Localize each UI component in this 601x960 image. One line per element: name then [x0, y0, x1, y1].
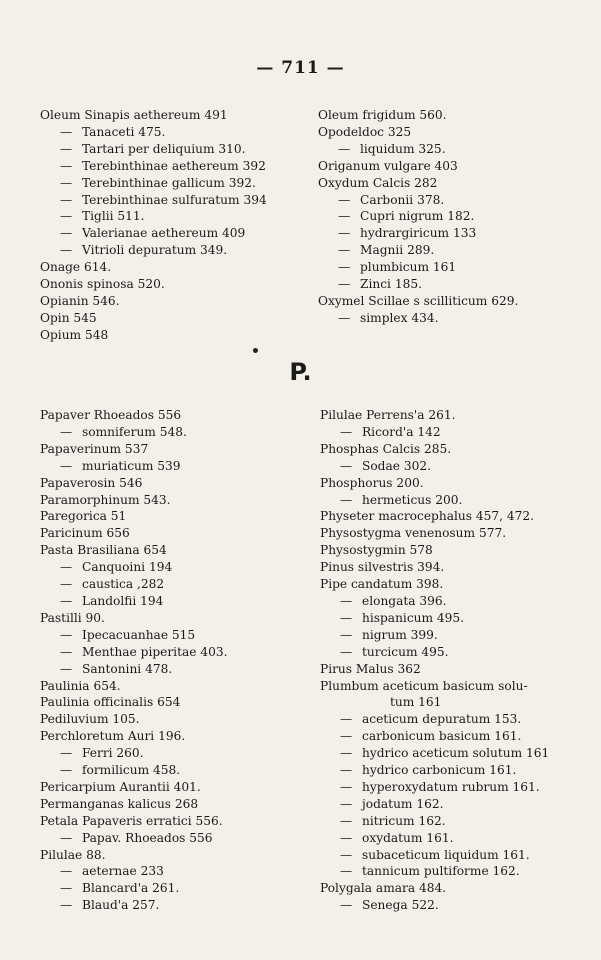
index-entry: [318, 208, 588, 225]
ditto-dash: —: [60, 458, 73, 473]
index-entry: [320, 610, 590, 627]
index-entry-text: Terebinthinae gallicum 392.: [82, 175, 256, 190]
index-column-p-right: [320, 407, 590, 914]
index-entry: [40, 327, 300, 344]
index-entry-text: Zinci 185.: [360, 277, 422, 292]
index-entry: [40, 259, 300, 276]
index-entry-text: Opium 548: [40, 327, 109, 342]
page-number: — 711 —: [256, 58, 345, 78]
index-entry: [320, 830, 590, 847]
ditto-dash: —: [60, 243, 73, 258]
index-entry: [320, 593, 590, 610]
index-entry: [40, 441, 305, 458]
index-entry-text: muriaticum 539: [82, 458, 181, 473]
index-entry: [40, 559, 305, 576]
index-entry-text: nitricum 162.: [362, 813, 446, 828]
index-entry-text: hydrargiricum 133: [360, 226, 477, 241]
index-entry: [320, 728, 590, 745]
index-column-o-right: [318, 107, 588, 327]
index-entry: [318, 242, 588, 259]
index-entry: [40, 593, 305, 610]
index-entry-text: Magnii 289.: [360, 243, 435, 258]
index-entry: [40, 847, 305, 864]
index-entry-text: Papaverosin 546: [40, 475, 143, 490]
index-entry: [320, 559, 590, 576]
index-entry: [320, 762, 590, 779]
index-entry-text: hispanicum 495.: [362, 610, 465, 625]
index-entry: [40, 711, 305, 728]
index-entry: [320, 863, 590, 880]
index-entry: [320, 678, 590, 695]
ditto-dash: —: [60, 226, 73, 241]
index-entry: [40, 175, 300, 192]
index-entry-text: Terebinthinae sulfuratum 394: [82, 192, 267, 207]
index-entry: [320, 475, 590, 492]
ditto-dash: —: [340, 644, 353, 659]
ditto-dash: —: [338, 192, 351, 207]
index-entry-text: Pericarpium Aurantii 401.: [40, 779, 201, 794]
ditto-dash: —: [340, 712, 353, 727]
index-entry-text: Sodae 302.: [362, 458, 431, 473]
index-entry-text: Oxymel Scillae s scilliticum 629.: [318, 293, 519, 308]
index-entry-text: Terebinthinae aethereum 392: [82, 158, 266, 173]
index-entry: [40, 158, 300, 175]
ditto-dash: —: [340, 779, 353, 794]
ditto-dash: —: [60, 158, 73, 173]
index-entry-text: Pipe candatum 398.: [320, 577, 444, 592]
index-entry: [320, 458, 590, 475]
index-entry-text: Petala Papaveris erratici 556.: [40, 813, 223, 828]
ditto-dash: —: [340, 610, 353, 625]
index-entry: [40, 492, 305, 509]
ditto-dash: —: [338, 277, 351, 292]
index-entry: [40, 424, 305, 441]
index-entry-text: simplex 434.: [360, 310, 439, 325]
index-entry: [318, 225, 588, 242]
index-entry-text: tum 161: [390, 695, 442, 710]
index-entry: [40, 542, 305, 559]
index-column-p-left: [40, 407, 305, 914]
index-entry: [40, 897, 305, 914]
index-entry-text: Pastilli 90.: [40, 610, 105, 625]
ditto-dash: —: [340, 763, 353, 778]
ditto-dash: —: [340, 830, 353, 845]
index-entry-text: Papaverinum 537: [40, 441, 149, 456]
ditto-dash: —: [340, 864, 353, 879]
index-entry: [40, 508, 305, 525]
index-entry-text: liquidum 325.: [360, 141, 446, 156]
index-entry: [320, 847, 590, 864]
ditto-dash: —: [338, 209, 351, 224]
index-entry: [40, 310, 300, 327]
index-entry: [40, 661, 305, 678]
ditto-dash: —: [338, 260, 351, 275]
index-entry: [318, 310, 588, 327]
index-entry-text: hermeticus 200.: [362, 492, 463, 507]
index-entry: [320, 661, 590, 678]
index-entry-text: subaceticum liquidum 161.: [362, 847, 530, 862]
index-entry-text: Phosphas Calcis 285.: [320, 441, 452, 456]
index-entry: [318, 158, 588, 175]
index-entry-text: Opin 545: [40, 310, 97, 325]
ditto-dash: —: [338, 243, 351, 258]
index-entry: [40, 475, 305, 492]
index-entry: [320, 694, 590, 711]
index-entry-text: Ononis spinosa 520.: [40, 277, 165, 292]
ditto-dash: —: [60, 898, 73, 913]
ditto-dash: —: [60, 560, 73, 575]
index-entry-text: Opodeldoc 325: [318, 124, 412, 139]
index-entry: [40, 458, 305, 475]
index-entry-text: elongata 396.: [362, 593, 447, 608]
index-entry-text: Oleum Sinapis aethereum 491: [40, 108, 228, 122]
index-entry-text: plumbicum 161: [360, 260, 457, 275]
index-entry-text: Valerianae aethereum 409: [82, 226, 246, 241]
index-entry-text: Landolfii 194: [82, 593, 164, 608]
index-entry: [40, 762, 305, 779]
index-entry: [40, 863, 305, 880]
index-entry-text: Blaud'a 257.: [82, 898, 160, 913]
ditto-dash: —: [340, 593, 353, 608]
index-entry-text: Onage 614.: [40, 260, 112, 275]
index-entry-text: Pirus Malus 362: [320, 661, 421, 676]
index-entry-text: Canquoini 194: [82, 560, 173, 575]
index-entry: [318, 276, 588, 293]
index-entry-text: Physostygmin 578: [320, 543, 433, 558]
index-entry: [320, 813, 590, 830]
index-entry-text: Permanganas kalicus 268: [40, 796, 199, 811]
index-entry-text: Ipecacuanhae 515: [82, 627, 196, 642]
index-entry-text: Vitrioli depuratum 349.: [82, 243, 228, 258]
ditto-dash: —: [340, 796, 353, 811]
index-entry-text: Tanaceti 475.: [82, 124, 166, 139]
index-entry-text: hydrico carbonicum 161.: [362, 763, 517, 778]
index-entry-text: Cupri nigrum 182.: [360, 209, 475, 224]
ditto-dash: —: [338, 310, 351, 325]
index-entry: [320, 796, 590, 813]
index-entry: [40, 525, 305, 542]
ditto-dash: —: [60, 424, 73, 439]
index-entry: [318, 124, 588, 141]
index-entry: [40, 141, 300, 158]
index-entry-text: Pilulae 88.: [40, 847, 106, 862]
index-entry: [40, 644, 305, 661]
ditto-dash: —: [338, 226, 351, 241]
index-entry-text: Papav. Rhoeados 556: [82, 830, 213, 845]
index-entry-text: Paulinia 654.: [40, 678, 121, 693]
index-entry-text: Pasta Brasiliana 654: [40, 543, 167, 558]
index-entry: [40, 192, 300, 209]
index-entry-text: Paregorica 51: [40, 509, 127, 524]
ditto-dash: —: [60, 763, 73, 778]
index-entry-text: Blancard'a 261.: [82, 881, 180, 896]
index-entry: [320, 745, 590, 762]
ditto-dash: —: [60, 746, 73, 761]
ditto-dash: —: [60, 593, 73, 608]
index-entry: [320, 880, 590, 897]
index-entry: [320, 441, 590, 458]
ditto-dash: —: [60, 192, 73, 207]
ditto-dash: —: [340, 847, 353, 862]
index-entry: [320, 576, 590, 593]
ditto-dash: —: [340, 813, 353, 828]
index-entry: [40, 830, 305, 847]
index-entry: [40, 276, 300, 293]
index-entry-text: hyperoxydatum rubrum 161.: [362, 779, 540, 794]
index-entry-text: somniferum 548.: [82, 424, 187, 439]
index-entry-text: aceticum depuratum 153.: [362, 712, 522, 727]
index-entry-text: Ferri 260.: [82, 746, 144, 761]
index-entry-text: Paulinia officinalis 654: [40, 695, 181, 710]
ditto-dash: —: [340, 492, 353, 507]
index-entry-text: Carbonii 378.: [360, 192, 445, 207]
index-entry-text: Perchloretum Auri 196.: [40, 729, 186, 744]
ink-dot: [253, 348, 258, 353]
ditto-dash: —: [60, 209, 73, 224]
ditto-dash: —: [340, 627, 353, 642]
index-entry: [40, 124, 300, 141]
index-entry-text: Pediluvium 105.: [40, 712, 140, 727]
index-entry-text: Paricinum 656: [40, 526, 130, 541]
index-entry: [320, 424, 590, 441]
index-entry: [40, 610, 305, 627]
index-entry: [320, 492, 590, 509]
index-entry: [40, 694, 305, 711]
ditto-dash: —: [60, 124, 73, 139]
index-entry-text: Ricord'a 142: [362, 424, 441, 439]
index-entry-text: Tiglii 511.: [82, 209, 145, 224]
index-entry: [40, 225, 300, 242]
index-entry: [318, 107, 588, 124]
index-entry: [318, 192, 588, 209]
index-entry: [320, 897, 590, 914]
ditto-dash: —: [60, 864, 73, 879]
index-entry: [320, 627, 590, 644]
index-entry-text: Pilulae Perrens'a 261.: [320, 408, 456, 422]
index-entry-text: oxydatum 161.: [362, 830, 454, 845]
index-entry: [40, 796, 305, 813]
index-entry-text: Polygala amara 484.: [320, 881, 447, 896]
index-entry: [320, 711, 590, 728]
index-entry: [318, 141, 588, 158]
index-entry: [320, 525, 590, 542]
section-letter: P.: [289, 358, 312, 386]
index-column-o-left: [40, 107, 300, 344]
index-entry-text: Oleum frigidum 560.: [318, 108, 447, 122]
index-entry-text: Senega 522.: [362, 898, 439, 913]
ditto-dash: —: [60, 661, 73, 676]
index-entry-text: turcicum 495.: [362, 644, 449, 659]
ditto-dash: —: [60, 627, 73, 642]
ditto-dash: —: [60, 141, 73, 156]
index-entry: [40, 728, 305, 745]
index-entry-text: Phosphorus 200.: [320, 475, 424, 490]
index-entry: [40, 779, 305, 796]
index-entry: [320, 407, 590, 424]
index-entry: [320, 542, 590, 559]
index-entry: [40, 627, 305, 644]
index-entry-text: Papaver Rhoeados 556: [40, 408, 182, 422]
index-entry-text: Origanum vulgare 403: [318, 158, 458, 173]
index-entry-text: Opianin 546.: [40, 293, 120, 308]
ditto-dash: —: [340, 746, 353, 761]
index-entry-text: Plumbum aceticum basicum solu-: [320, 678, 528, 693]
index-entry: [40, 745, 305, 762]
index-entry-text: hydrico aceticum solutum 161: [362, 746, 550, 761]
ditto-dash: —: [338, 141, 351, 156]
index-entry-text: Physeter macrocephalus 457, 472.: [320, 509, 535, 524]
index-entry: [40, 242, 300, 259]
index-entry-text: Paramorphinum 543.: [40, 492, 171, 507]
index-entry: [320, 508, 590, 525]
ditto-dash: —: [60, 577, 73, 592]
index-entry-text: carbonicum basicum 161.: [362, 729, 522, 744]
ditto-dash: —: [340, 898, 353, 913]
index-entry: [318, 293, 588, 310]
index-entry-text: Santonini 478.: [82, 661, 173, 676]
ditto-dash: —: [340, 424, 353, 439]
ditto-dash: —: [60, 830, 73, 845]
index-entry-text: Physostygma venenosum 577.: [320, 526, 507, 541]
index-entry: [40, 880, 305, 897]
index-entry-text: Tartari per deliquium 310.: [82, 141, 246, 156]
index-entry-text: Menthae piperitae 403.: [82, 644, 228, 659]
index-entry: [40, 407, 305, 424]
index-entry-text: caustica ,282: [82, 577, 165, 592]
index-entry: [40, 208, 300, 225]
index-entry-text: nigrum 399.: [362, 627, 438, 642]
ditto-dash: —: [60, 644, 73, 659]
index-entry-text: tannicum pultiforme 162.: [362, 864, 520, 879]
index-entry: [40, 678, 305, 695]
index-entry-text: Oxydum Calcis 282: [318, 175, 438, 190]
index-entry: [40, 293, 300, 310]
index-entry: [40, 576, 305, 593]
index-entry: [320, 644, 590, 661]
index-entry-text: formilicum 458.: [82, 763, 181, 778]
index-entry-text: aeternae 233: [82, 864, 164, 879]
index-entry: [40, 107, 300, 124]
ditto-dash: —: [60, 881, 73, 896]
index-entry: [318, 259, 588, 276]
index-entry-text: jodatum 162.: [362, 796, 444, 811]
index-entry: [40, 813, 305, 830]
ditto-dash: —: [340, 729, 353, 744]
index-entry: [320, 779, 590, 796]
ditto-dash: —: [340, 458, 353, 473]
index-entry-text: Pinus silvestris 394.: [320, 560, 445, 575]
index-entry: [318, 175, 588, 192]
ditto-dash: —: [60, 175, 73, 190]
